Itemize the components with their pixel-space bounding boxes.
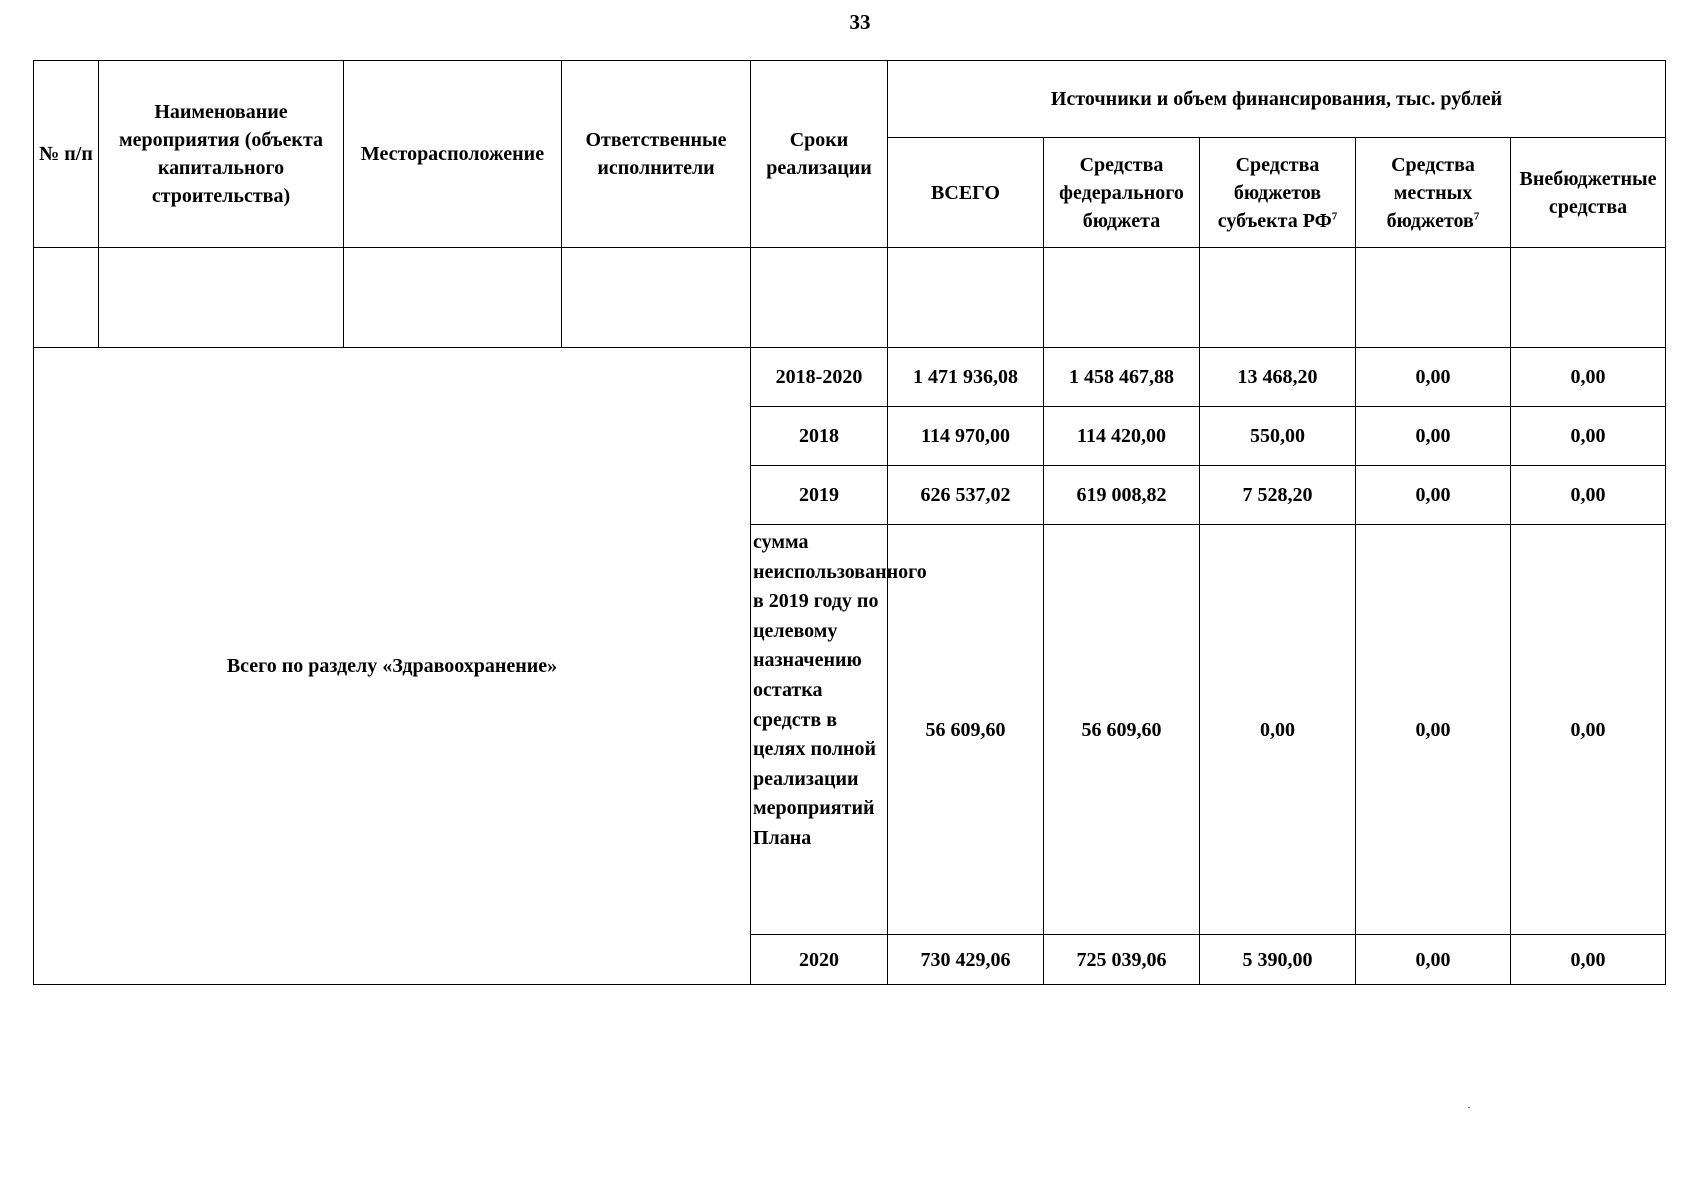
header-local-footnote: 7 <box>1473 209 1480 222</box>
empty-cell <box>562 248 751 348</box>
header-federal: Средства федерального бюджета <box>1044 138 1200 248</box>
header-num: № п/п <box>34 61 99 248</box>
header-total: ВСЕГО <box>888 138 1044 248</box>
empty-cell <box>344 248 562 348</box>
cell-total: 114 970,00 <box>888 407 1044 466</box>
table-row <box>34 348 1666 407</box>
header-terms: Сроки реализации <box>751 61 888 248</box>
empty-cell <box>34 248 99 348</box>
cell-term: сумма неиспользованного в 2019 году по целевому назначению остатка средств в целях полной реализации мероприятий Плана <box>751 525 888 935</box>
empty-cell <box>1044 248 1200 348</box>
cell-term: 2020 <box>751 935 888 985</box>
cell-federal: 725 039,06 <box>1044 935 1200 985</box>
cell-term: 2018-2020 <box>751 348 888 407</box>
cell-federal: 619 008,82 <box>1044 466 1200 525</box>
section-total-label: Всего по разделу «Здравоохранение» <box>34 348 751 985</box>
cell-total: 1 471 936,08 <box>888 348 1044 407</box>
cell-offbudget: 0,00 <box>1511 935 1666 985</box>
cell-offbudget: 0,00 <box>1511 407 1666 466</box>
empty-cell <box>888 248 1044 348</box>
header-subject-text: Средства бюджетов субъекта РФ <box>1217 153 1332 232</box>
empty-cell <box>1511 248 1666 348</box>
empty-cell <box>1200 248 1356 348</box>
header-responsible: Ответственные исполнители <box>562 61 751 248</box>
cell-subject: 0,00 <box>1200 525 1356 935</box>
header-local <box>1356 138 1511 248</box>
header-subject <box>1200 138 1356 248</box>
cell-term: 2019 <box>751 466 888 525</box>
financing-table <box>33 60 1666 985</box>
cell-subject: 13 468,20 <box>1200 348 1356 407</box>
cell-total: 730 429,06 <box>888 935 1044 985</box>
header-local-text: Средства местных бюджетов <box>1386 153 1475 232</box>
cell-offbudget: 0,00 <box>1511 466 1666 525</box>
cell-local: 0,00 <box>1356 348 1511 407</box>
cell-local: 0,00 <box>1356 466 1511 525</box>
cell-subject: 5 390,00 <box>1200 935 1356 985</box>
empty-row <box>34 248 1666 348</box>
cell-total: 626 537,02 <box>888 466 1044 525</box>
header-subject-footnote: 7 <box>1331 209 1338 222</box>
page-number: 33 <box>849 10 871 34</box>
cell-federal: 56 609,60 <box>1044 525 1200 935</box>
header-financing-group: Источники и объем финансирования, тыс. рублей <box>888 61 1666 138</box>
scan-speck <box>1468 1107 1470 1108</box>
cell-federal: 1 458 467,88 <box>1044 348 1200 407</box>
cell-offbudget: 0,00 <box>1511 348 1666 407</box>
header-name: Наименование мероприятия (объекта капитального строительства) <box>99 61 344 248</box>
cell-term: 2018 <box>751 407 888 466</box>
cell-local: 0,00 <box>1356 935 1511 985</box>
header-location: Месторасположение <box>344 61 562 248</box>
empty-cell <box>751 248 888 348</box>
cell-federal: 114 420,00 <box>1044 407 1200 466</box>
empty-cell <box>99 248 344 348</box>
header-offbudget: Внебюджетные средства <box>1511 138 1666 248</box>
cell-offbudget: 0,00 <box>1511 525 1666 935</box>
cell-subject: 550,00 <box>1200 407 1356 466</box>
cell-subject: 7 528,20 <box>1200 466 1356 525</box>
cell-local: 0,00 <box>1356 525 1511 935</box>
cell-total: 56 609,60 <box>888 525 1044 935</box>
empty-cell <box>1356 248 1511 348</box>
cell-local: 0,00 <box>1356 407 1511 466</box>
